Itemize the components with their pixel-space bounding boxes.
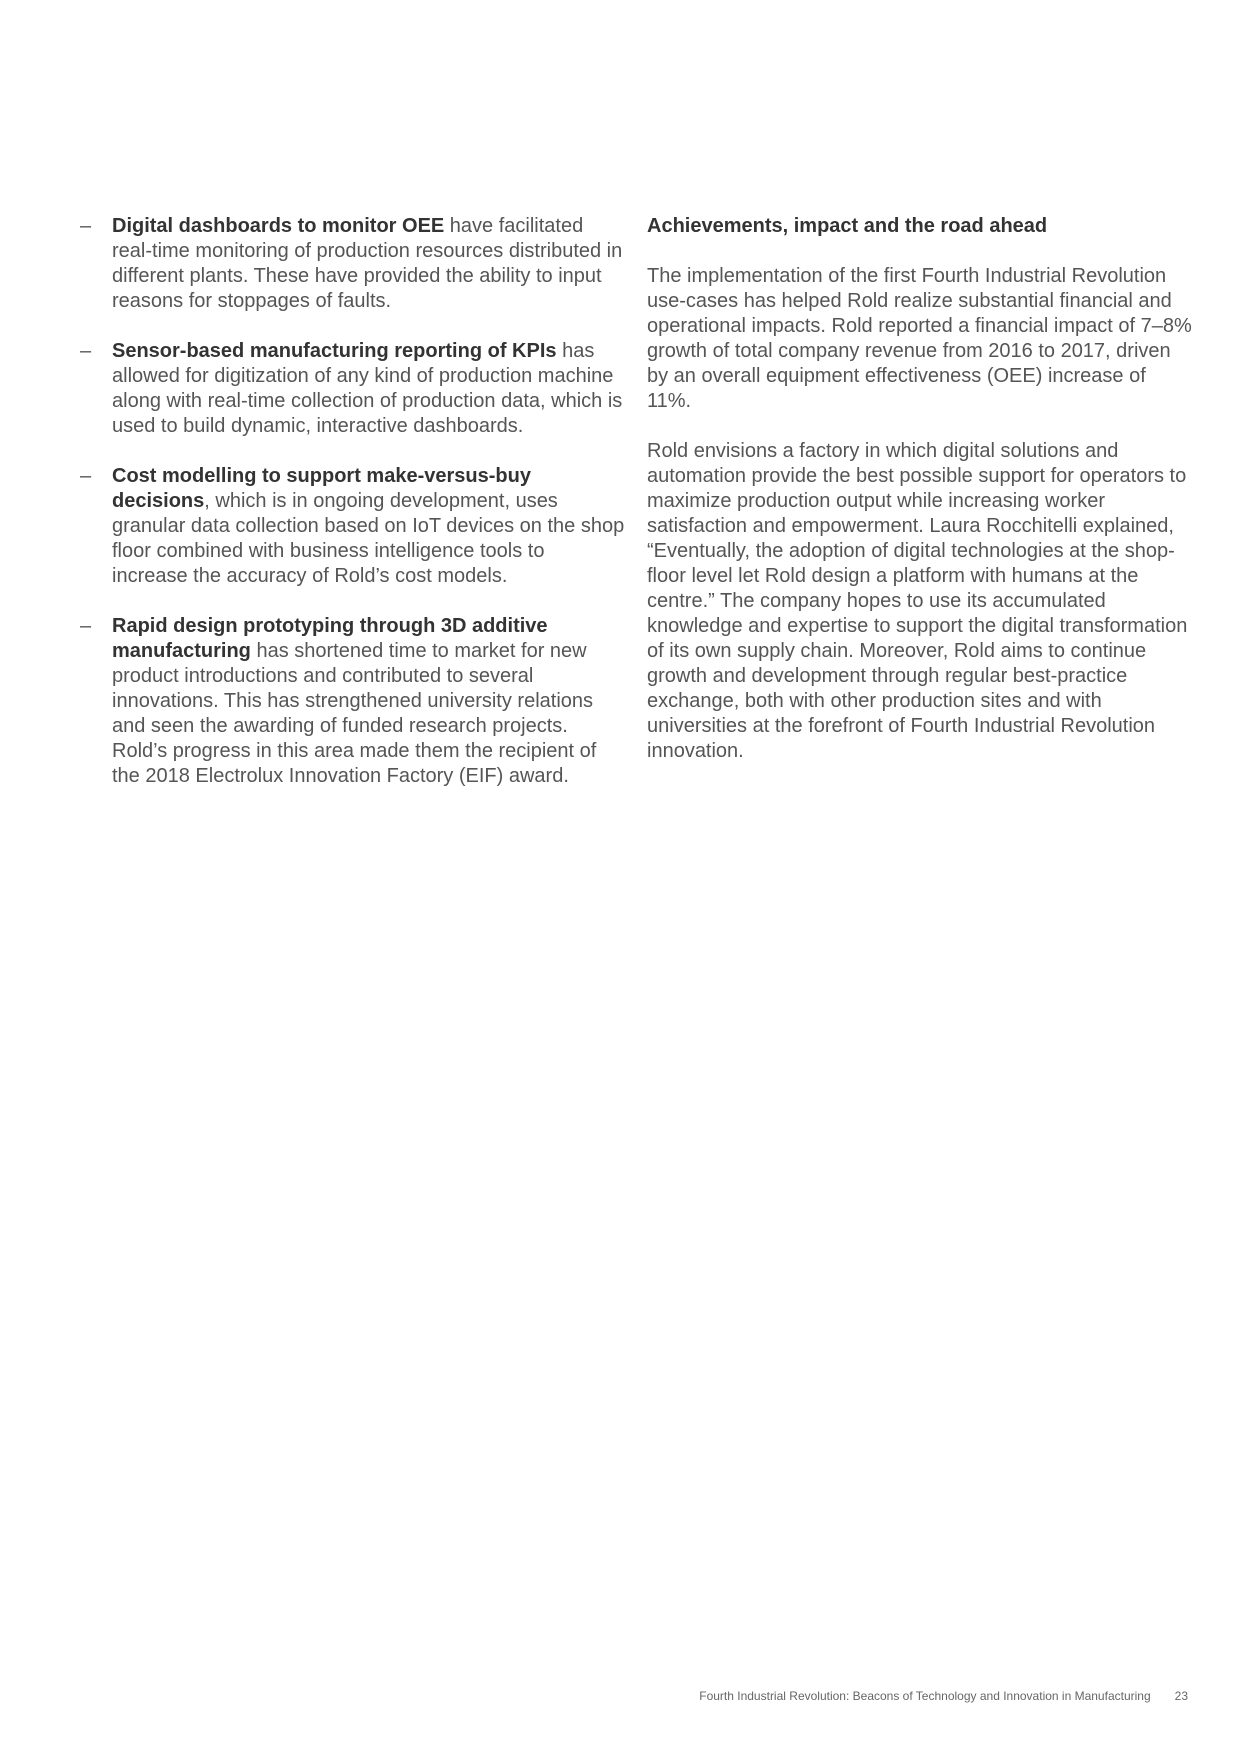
bullet-dash: – xyxy=(80,340,92,362)
bullet-dash: – xyxy=(80,615,92,637)
right-column xyxy=(647,214,1192,789)
bullet-dash: – xyxy=(80,465,92,487)
initiatives-list xyxy=(80,214,625,789)
bullet-bold-lead: Digital dashboards to monitor OEE xyxy=(112,215,445,237)
list-item xyxy=(80,614,625,789)
left-column xyxy=(80,214,625,814)
paragraph: Rold envisions a factory in which digital solutions and automation provide the best possible support for operators to maximize production output while increasing worker satisfaction and empowerment. Laura Rocchitelli explained, “Eventually, the adoption of digital technologies at the shop-floor level let Rold design a platform with humans at the centre.” The company hopes to use its accumulated knowledge and expertise to support the digital transformation of its own supply chain. Moreover, Rold aims to continue growth and development through regular best-practice exchange, both with other production sites and with universities at the forefront of Fourth Industrial Revolution innovation. xyxy=(647,440,1188,762)
list-item xyxy=(80,214,625,314)
section-heading: Achievements, impact and the road ahead xyxy=(647,215,1048,237)
bullet-text: has shortened time to market for new product introductions and contributed to several innovations. This has strengthened university relations and seen the awarding of funded research projects. Rold’s progress in this area made them the recipient of the 2018 Electrolux Innovation Factory (EIF) award. xyxy=(112,640,597,787)
list-item xyxy=(80,339,625,439)
bullet-dash: – xyxy=(80,215,92,237)
page-number: 23 xyxy=(1174,1689,1188,1703)
bullet-text: , which is in ongoing development, uses granular data collection based on IoT devices on the shop floor combined with business intelligence tools to increase the accuracy of Rold’s cost models. xyxy=(112,490,625,587)
footer-title: Fourth Industrial Revolution: Beacons of Technology and Innovation in Manufacturing xyxy=(699,1689,1151,1703)
bullet-bold-lead: Rapid design prototyping through 3D additive manufacturing xyxy=(112,615,548,662)
bullet-bold-lead: Cost modelling to support make-versus-buy decisions xyxy=(112,465,531,512)
list-item xyxy=(80,464,625,589)
bullet-text: have facilitated real-time monitoring of production resources distributed in different plants. These have provided the ability to input reasons for stoppages of faults. xyxy=(112,215,623,312)
page-footer xyxy=(699,1688,1188,1704)
paragraph: The implementation of the first Fourth Industrial Revolution use-cases has helped Rold realize substantial financial and operational impacts. Rold reported a financial impact of 7–8% growth of total company revenue from 2016 to 2017, driven by an overall equipment effectiveness (OEE) increase of 11%. xyxy=(647,265,1192,412)
bullet-bold-lead: Sensor-based manufacturing reporting of KPIs xyxy=(112,340,557,362)
bullet-text: has allowed for digitization of any kind of production machine along with real-time collection of production data, which is used to build dynamic, interactive dashboards. xyxy=(112,340,623,437)
